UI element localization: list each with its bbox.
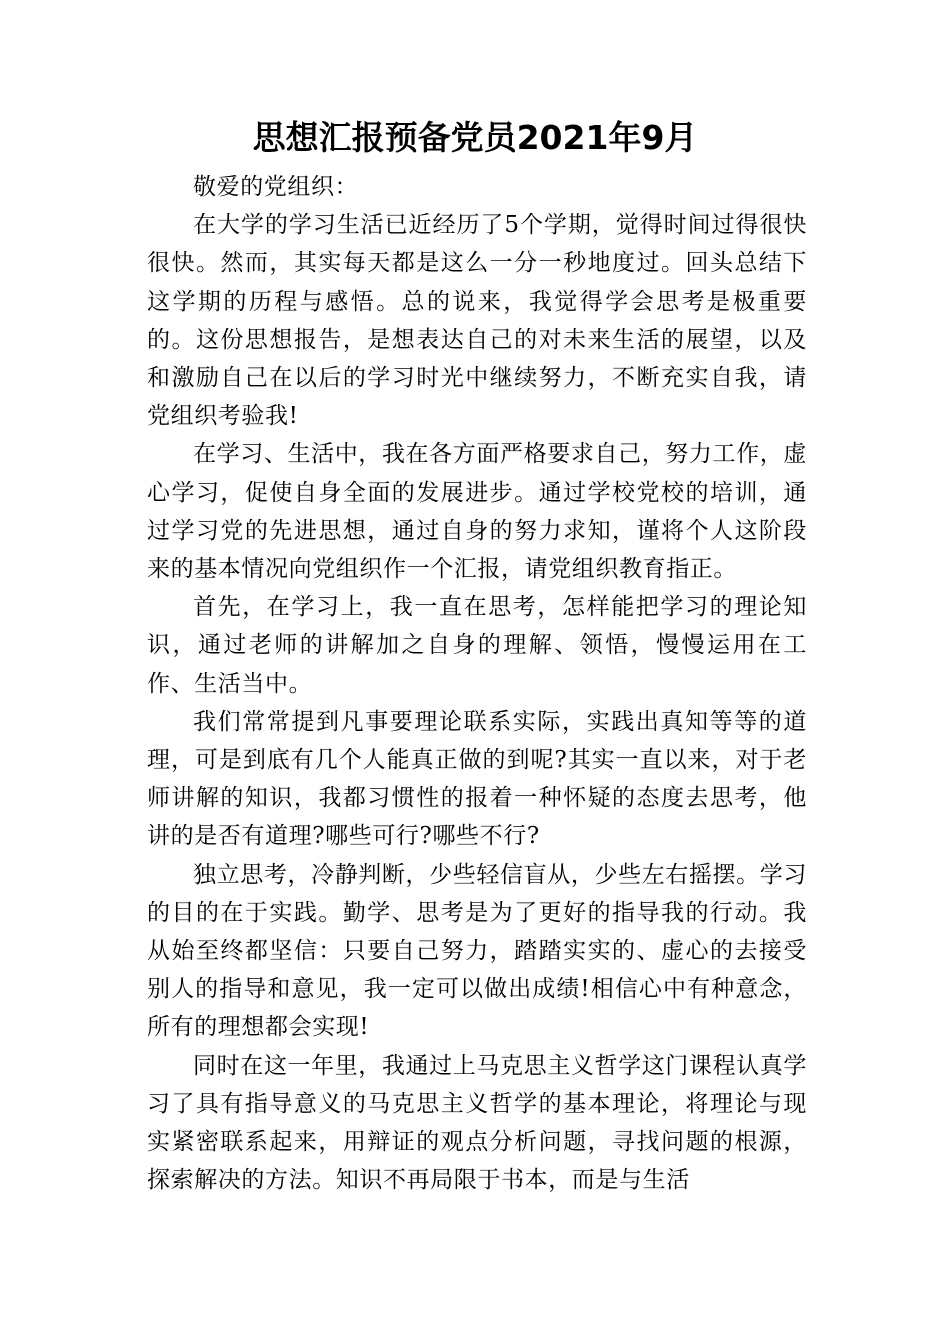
paragraph-5: 独立思考，冷静判断，少些轻信盲从，少些左右摇摆。学习的目的在于实践。勤学、思考是为了更好的指导我的行动。我从始至终都坚信：只要自己努力，踏踏实实的、虚心的去接受别人的指导和意见，我一定可以做出成绩!相信心中有种意念，所有的理想都会实现! [147,861,807,1041]
paragraph-6: 同时在这一年里，我通过上马克思主义哲学这门课程认真学习了具有指导意义的马克思主义哲学的基本理论，将理论与现实紧密联系起来，用辩证的观点分析问题，寻找问题的根源，探索解决的方法。知识不再局限于书本，而是与生活 [147,1052,807,1194]
document-title: 思想汇报预备党员2021年9月 [252,118,698,157]
paragraph-1: 在大学的学习生活已近经历了5个学期，觉得时间过得很快很快。然而，其实每天都是这么一分一秒地度过。回头总结下这学期的历程与感悟。总的说来，我觉得学会思考是极重要的。这份思想报告，是想表达自己的对未来生活的展望，以及和激励自己在以后的学习时光中继续努力，不断充实自我，请党组织考验我! [147,212,807,430]
document-body [147,168,807,1199]
paragraph-2: 在学习、生活中，我在各方面严格要求自己，努力工作，虚心学习，促使自身全面的发展进步。通过学校党校的培训，通过学习党的先进思想，通过自身的努力求知，谨将个人这阶段来的基本情况向党组织作一个汇报，请党组织教育指正。 [147,441,807,583]
salutation: 敬爱的党组织： [193,174,359,200]
paragraph-4: 我们常常提到凡事要理论联系实际，实践出真知等等的道理，可是到底有几个人能真正做的到呢?其实一直以来，对于老师讲解的知识，我都习惯性的报着一种怀疑的态度去思考，他讲的是否有道理?哪些可行?哪些不行? [147,708,807,850]
paragraph-3: 首先，在学习上，我一直在思考，怎样能把学习的理论知识，通过老师的讲解加之自身的理解、领悟，慢慢运用在工作、生活当中。 [147,594,807,697]
